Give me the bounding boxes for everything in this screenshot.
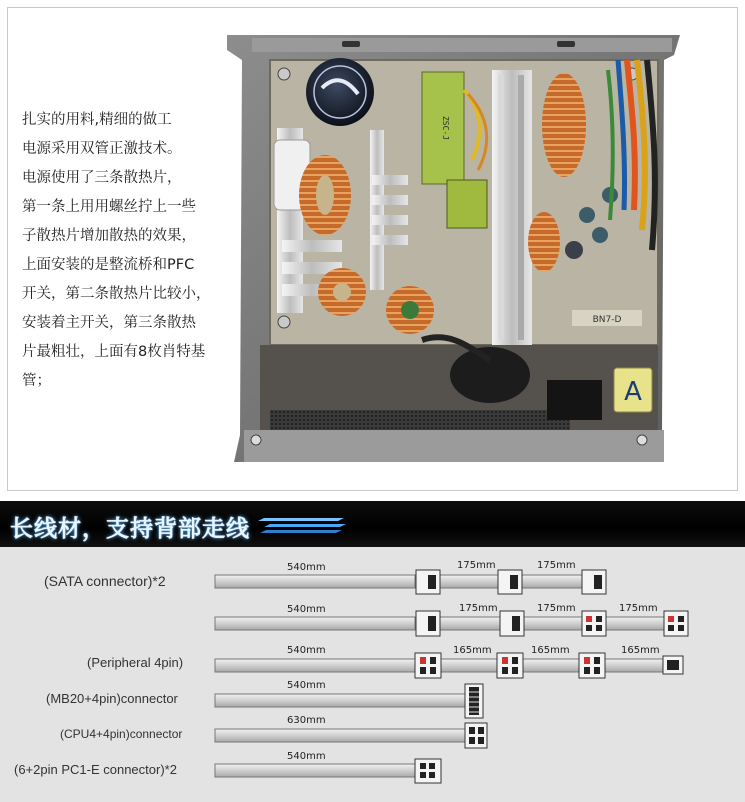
molex-connector bbox=[497, 653, 523, 678]
cable-label-mb: (MB20+4pin)connector bbox=[46, 691, 178, 706]
cable-row-mb bbox=[215, 684, 483, 718]
transformer-label: ZSC-J bbox=[441, 115, 450, 141]
sata-connector bbox=[498, 570, 522, 594]
sata-connector bbox=[582, 570, 606, 594]
cable-label-pcie: (6+2pin PC1-E connector)*2 bbox=[14, 762, 177, 777]
cpu-8pin-connector bbox=[465, 723, 487, 748]
cable-length: 175mm bbox=[619, 603, 658, 614]
cable-length: 540mm bbox=[287, 751, 326, 762]
description-line: 安装着主开关，第三条散热 bbox=[22, 315, 196, 331]
molex-connector bbox=[664, 611, 688, 636]
molex-connector bbox=[582, 611, 606, 636]
description-line: 管； bbox=[22, 373, 51, 389]
cable-length: 540mm bbox=[287, 562, 326, 573]
description-line: 子散热片增加散热的效果， bbox=[22, 228, 196, 244]
description-line: 开关，第二条散热片比较小， bbox=[22, 286, 211, 302]
cable-length: 540mm bbox=[287, 604, 326, 615]
description-line: 第一条上用用螺丝拧上一些 bbox=[22, 199, 196, 215]
cable-length: 175mm bbox=[459, 603, 498, 614]
cable-length: 540mm bbox=[287, 680, 326, 691]
cable-row-pcie bbox=[215, 759, 441, 783]
description-line: 电源采用双管正激技术。 bbox=[22, 141, 182, 157]
cable-row-sata bbox=[215, 570, 606, 594]
banner-title: 长线材，支持背部走线 bbox=[10, 516, 250, 542]
cable-label-peripheral: (Peripheral 4pin) bbox=[87, 655, 184, 670]
cable-length: 630mm bbox=[287, 715, 326, 726]
pcie-connector bbox=[415, 759, 441, 783]
tag-letter: A bbox=[624, 377, 642, 407]
cable-length: 175mm bbox=[457, 560, 496, 571]
cable-row-sata-2 bbox=[215, 611, 688, 636]
molex-connector bbox=[415, 653, 441, 678]
cable-label-cpu: (CPU4+4pin)connector bbox=[60, 727, 183, 741]
description-line: 片最粗壮，上面有8枚肖特基 bbox=[22, 344, 206, 360]
cable-length: 175mm bbox=[537, 603, 576, 614]
description-line: 上面安装的是整流桥和PFC bbox=[22, 257, 195, 273]
sata-connector bbox=[416, 611, 440, 636]
cable-label-sata: (SATA connector)*2 bbox=[44, 573, 166, 589]
cable-length: 165mm bbox=[453, 645, 492, 656]
cable-length: 165mm bbox=[621, 645, 660, 656]
description-line: 扎实的用料,精细的做工 bbox=[22, 112, 172, 128]
description-line: 电源使用了三条散热片， bbox=[22, 170, 182, 186]
cable-length: 540mm bbox=[287, 645, 326, 656]
sata-connector bbox=[416, 570, 440, 594]
cable-row-peripheral bbox=[215, 653, 683, 678]
floppy-connector bbox=[663, 656, 683, 674]
sata-connector bbox=[500, 611, 524, 636]
board-label: BN7-D bbox=[592, 315, 622, 325]
cable-row-cpu bbox=[215, 723, 487, 748]
cable-length: 175mm bbox=[537, 560, 576, 571]
molex-connector bbox=[579, 653, 605, 678]
cable-length: 165mm bbox=[531, 645, 570, 656]
mb-24pin-connector bbox=[465, 684, 483, 718]
